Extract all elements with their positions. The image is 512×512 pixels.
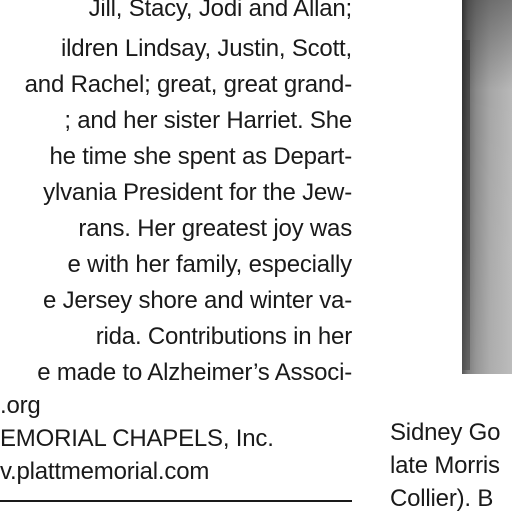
obituary-line: e with her family, especially (67, 251, 352, 278)
obituary-line: ; and her sister Harriet. She (64, 107, 352, 134)
obituary-line: e made to Alzheimer’s Associ- (37, 359, 352, 386)
funeral-home-name: EMORIAL CHAPELS, Inc. (0, 425, 274, 452)
obituary-line: ildren Lindsay, Justin, Scott, (60, 35, 352, 62)
portrait-photo (462, 0, 512, 374)
caption-line: late Morris (390, 452, 500, 479)
funeral-home-website: v.plattmemorial.com (0, 458, 210, 485)
column-divider (0, 500, 352, 502)
caption-line: Collier). B (390, 485, 494, 512)
obituary-line: Jill, Stacy, Jodi and Allan; (88, 0, 352, 22)
obituary-line: he time she spent as Depart- (49, 143, 352, 170)
obituary-line: rida. Contributions in her (95, 323, 352, 350)
obituary-line: and Rachel; great, great grand- (24, 71, 352, 98)
obituary-line: .org (0, 392, 41, 419)
photo-shading (462, 0, 512, 374)
obituary-line: ylvania President for the Jew- (43, 179, 352, 206)
caption-line: Sidney Go (390, 419, 501, 446)
obituary-line: e Jersey shore and winter va- (42, 287, 352, 314)
obituary-line: rans. Her greatest joy was (78, 215, 352, 242)
